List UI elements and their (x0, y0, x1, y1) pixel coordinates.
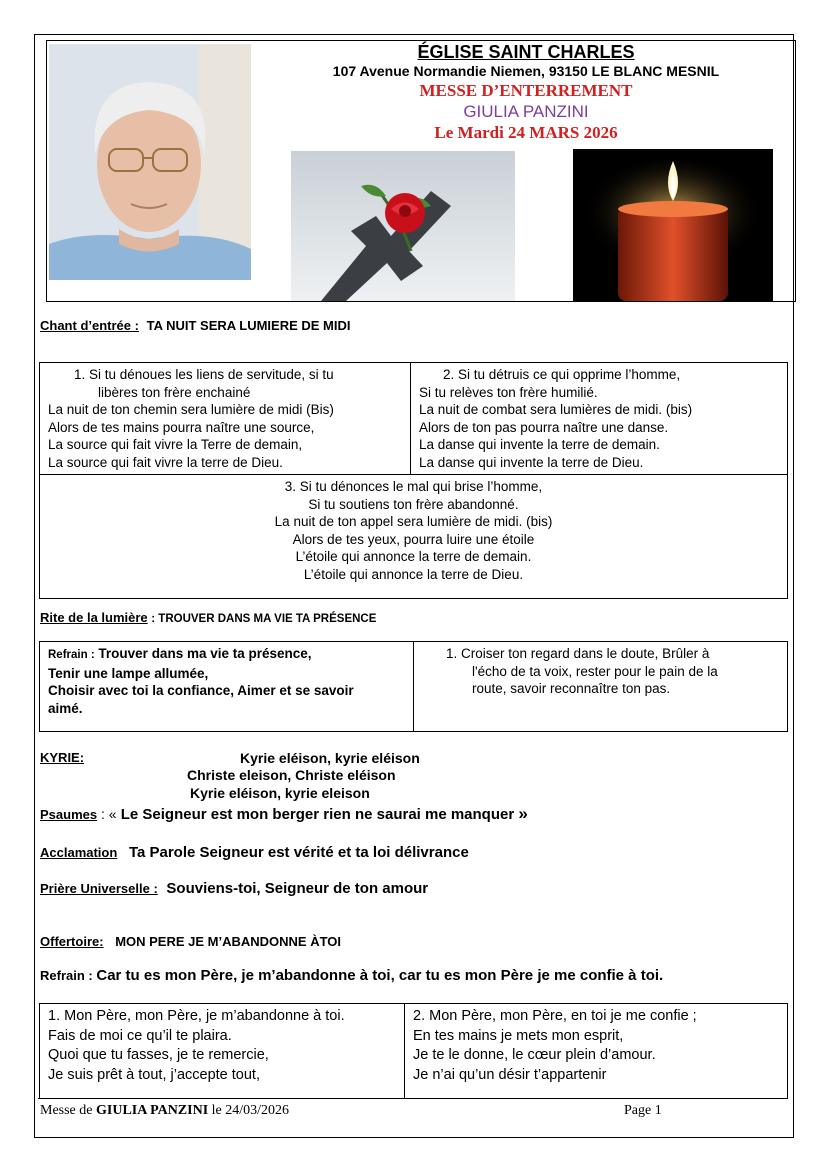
chant-entree-heading (40, 318, 351, 333)
kyrie-line-1: Kyrie eléison, kyrie eléison (240, 750, 420, 766)
acclamation-heading (40, 844, 469, 861)
priere-text: Souviens-toi, Seigneur de ton amour (166, 880, 429, 897)
offertoire-heading (40, 934, 341, 949)
church-header (256, 42, 796, 144)
kyrie-heading (40, 750, 84, 765)
chant-entree-verse-2: 2. Si tu détruis ce qui opprime l’homme, Si tu relèves ton frère humilié. La nuit de combat sera lumières de midi. (bis) Alors de ton pas pourra naître une danse. La danse qui invente la terre de demain. La danse qui invente la terre de Dieu. (411, 363, 788, 475)
kyrie-label: KYRIE: (40, 750, 85, 765)
chant-entree-title: TA NUIT SERA LUMIERE DE MIDI (146, 318, 351, 333)
mass-title: MESSE D’ENTERREMENT (419, 81, 633, 100)
footer-rule (38, 1098, 764, 1099)
offertoire-verse-1: 1. Mon Père, mon Père, je m’abandonne à toi. Fais de moi ce qu’il te plaira. Quoi que tu fasses, je te remercie, Je suis prêt à tout, j’accepte tout, (40, 1004, 405, 1099)
offertoire-title: MON PERE JE M’ABANDONNE ÀTOI (115, 934, 342, 949)
chant-entree-label: Chant d’entrée : (40, 318, 139, 333)
priere-label: Prière Universelle : (40, 881, 158, 896)
portrait-photo (49, 44, 251, 280)
rite-lumiere-refrain: Refrain : Trouver dans ma vie ta présence, Tenir une lampe allumée, Choisir avec toi la confiance, Aimer et se savoir aimé. (40, 642, 414, 732)
offertoire-refrain: Refrain : Car tu es mon Père, je m’abandonne à toi, car tu es mon Père je me confie à toi. (40, 967, 664, 984)
offertoire-refrain-text: Car tu es mon Père, je m’abandonne à toi, car tu es mon Père je me confie à toi. (96, 967, 664, 984)
priere-heading (40, 880, 428, 897)
chant-entree-verse-1: 1. Si tu dénoues les liens de servitude, si tu libères ton frère enchainé La nuit de ton chemin sera lumière de midi (Bis) Alors de tes mains pourra naître une source, La source qui fait vivre la Terre de demain, La source qui fait vivre la terre de Dieu. (40, 363, 411, 475)
mass-date: Le Mardi 24 MARS 2026 (434, 123, 618, 142)
footer-mass-info: Messe de GIULIA PANZINI le 24/03/2026 (40, 1103, 290, 1118)
chant-entree-table (39, 362, 788, 599)
kyrie-line-2: Christe eleison, Christe eléison (187, 767, 396, 783)
rose-cross-image (291, 151, 515, 301)
candle-image (573, 149, 773, 301)
psaumes-label: Psaumes (40, 807, 98, 822)
page-number: Page 1 (624, 1103, 662, 1118)
rite-lumiere-heading (40, 610, 376, 625)
deceased-name: GIULIA PANZINI (463, 102, 589, 121)
psaumes-text: Le Seigneur est mon berger rien ne saurai me manquer (116, 806, 519, 823)
psaumes-heading: Psaumes : « Le Seigneur est mon berger rien ne saurai me manquer » (40, 804, 528, 823)
church-address: 107 Avenue Normandie Niemen, 93150 LE BLANC MESNIL (332, 63, 720, 79)
rite-lumiere-verse-1: 1. Croiser ton regard dans le doute, Brûler à l'écho de ta voix, rester pour le pain de la route, savoir reconnaître ton pas. (414, 642, 788, 732)
offertoire-verse-2: 2. Mon Père, mon Père, en toi je me confie ; En tes mains je mets mon esprit, Je te le donne, le cœur plein d’amour. Je n’ai qu’un désir t’appartenir (405, 1004, 788, 1099)
offertoire-label: Offertoire: (40, 934, 104, 949)
acclamation-label: Acclamation (40, 845, 118, 860)
rite-lumiere-title: : TROUVER DANS MA VIE TA PRÉSENCE (151, 613, 377, 625)
offertoire-table (39, 1003, 788, 1099)
chant-entree-verse-3: 3. Si tu dénonces le mal qui brise l’homme, Si tu soutiens ton frère abandonné. La nuit de ton appel sera lumière de midi. (bis) Alors de tes yeux, pourra luire une étoile L’étoile qui annonce la terre de demain. L’étoile qui annonce la terre de Dieu. (40, 475, 788, 599)
footer-name: GIULIA PANZINI (96, 1103, 209, 1118)
kyrie-line-3: Kyrie eléison, kyrie eleison (190, 785, 370, 801)
rite-lumiere-table (39, 641, 788, 732)
acclamation-text: Ta Parole Seigneur est vérité et ta loi délivrance (128, 844, 469, 861)
church-name: ÉGLISE SAINT CHARLES (417, 42, 635, 62)
rite-lumiere-label: Rite de la lumière (40, 610, 148, 625)
